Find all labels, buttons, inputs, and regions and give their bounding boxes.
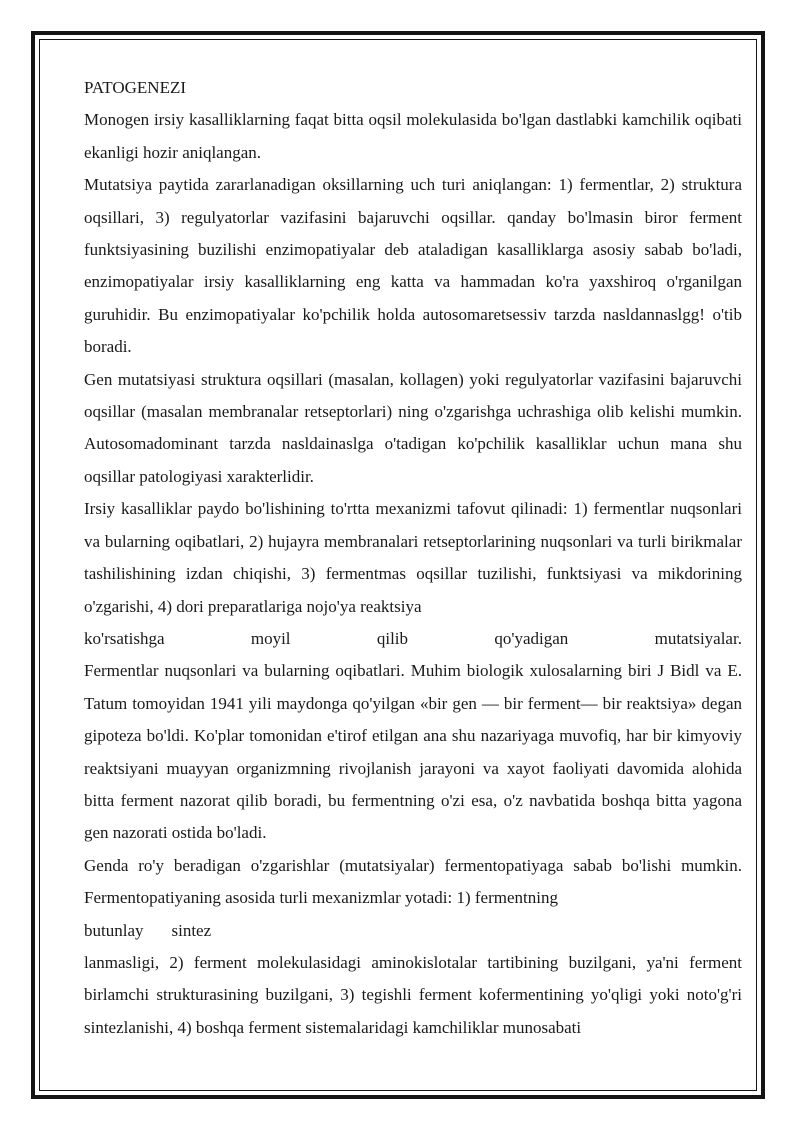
word: qilib: [376, 628, 409, 648]
paragraph-fermentopathy-continued: lanmasligi, 2) ferment molekulasidagi aminokislotalar tartibining buzilgani, ya'ni ferment birlamchi strukturasining buzilgani, 3) tegishli ferment kofermentining yo'qligi yoki noto'g'ri sintezlanishi, 4) boshqa ferment sistemalaridagi kamchiliklar munosabati: [84, 952, 742, 1037]
section-heading: PATOGENEZI: [84, 78, 187, 97]
word: moyil: [250, 628, 291, 648]
word: ko'rsatishga: [84, 628, 165, 648]
paragraph-intro: Monogen irsiy kasalliklarning faqat bitta oqsil molekulasida bo'lgan dastlabki kamchilik oqibati ekanligi hozir aniqlangan.: [84, 110, 742, 162]
paragraph-gene-mutation: Gen mutatsiyasi struktura oqsillari (masalan, kollagen) yoki regulyatorlar vazifasini bajaruvchi oqsillar (masalan membranalar retseptorlari) ning o'zgarishga uchrashiga olib kelishi mumkin. Autosomadominant tarzda nasldainaslga o'tadigan ko'pchilik kasalliklar uchun mana shu oqsillar patologiyasi xarakterlidir.: [84, 369, 742, 486]
word: butunlay: [84, 920, 144, 940]
word: sintez: [171, 920, 212, 940]
paragraph-mechanisms-last-line: [84, 623, 742, 655]
paragraph-enzyme-defects: Fermentlar nuqsonlari va bularning oqibatlari. Muhim biologik xulosalarning biri J Bidl va E. Tatum tomoyidan 1941 yili maydonga qo'yilgan «bir gen — bir ferment— bir reaktsiya» degan gipoteza bo'ldi. Ko'plar tomonidan e'tirof etilgan ana shu nazariyaga muvofiq, har bir kimyoviy reaktsiyani muayyan organizmning rivojlanish jarayoni va xayot faoliyati davomida alohida bitta ferment nazorat qilib boradi, bu fermentning o'zi esa, o'z navbatida boshqa bitta yagona gen nazorati ostida bo'ladi.: [84, 661, 742, 843]
paragraph-fermentopathy: Genda ro'y beradigan o'zgarishlar (mutatsiyalar) fermentopatiyaga sabab bo'lishi mumkin. Fermentopatiyaning asosida turli mexanizmlar yotadi: 1) fermentning: [84, 855, 742, 908]
word: qo'yadigan: [494, 628, 569, 648]
document-body: [84, 72, 742, 1044]
paragraph-fermentopathy-break-line: [84, 915, 742, 947]
word: mutatsiyalar.: [654, 628, 742, 648]
paragraph-mutation-types: Mutatsiya paytida zararlanadigan oksillarning uch turi aniqlangan: 1) fermentlar, 2) struktura oqsillari, 3) regulyatorlar vazifasini bajaruvchi oqsillar. qanday bo'lmasin biror ferment funktsiyasining buzilishi enzimopatiyalar deb ataladigan kasalliklarga asosiy sabab bo'ladi, enzimopatiyalar irsiy kasalliklarning eng katta va hammadan ko'ra yaxshiroq o'rganilgan guruhidir. Bu enzimopatiyalar ko'pchilik holda autosomaretsessiv tarzda nasldannaslgg! o'tib boradi.: [84, 175, 742, 357]
paragraph-mechanisms: Irsiy kasalliklar paydo bo'lishining to'rtta mexanizmi tafovut qilinadi: 1) fermentlar nuqsonlari va bularning oqibatlari, 2) hujayra membranalari retseptorlarining nuqsonlari va turli birikmalar tashilishining izdan chiqishi, 3) fermentmas oqsillar tuzilishi, funktsiyasi va mikdorining o'zgarishi, 4) dori preparatlariga nojo'ya reaktsiya: [84, 499, 742, 616]
